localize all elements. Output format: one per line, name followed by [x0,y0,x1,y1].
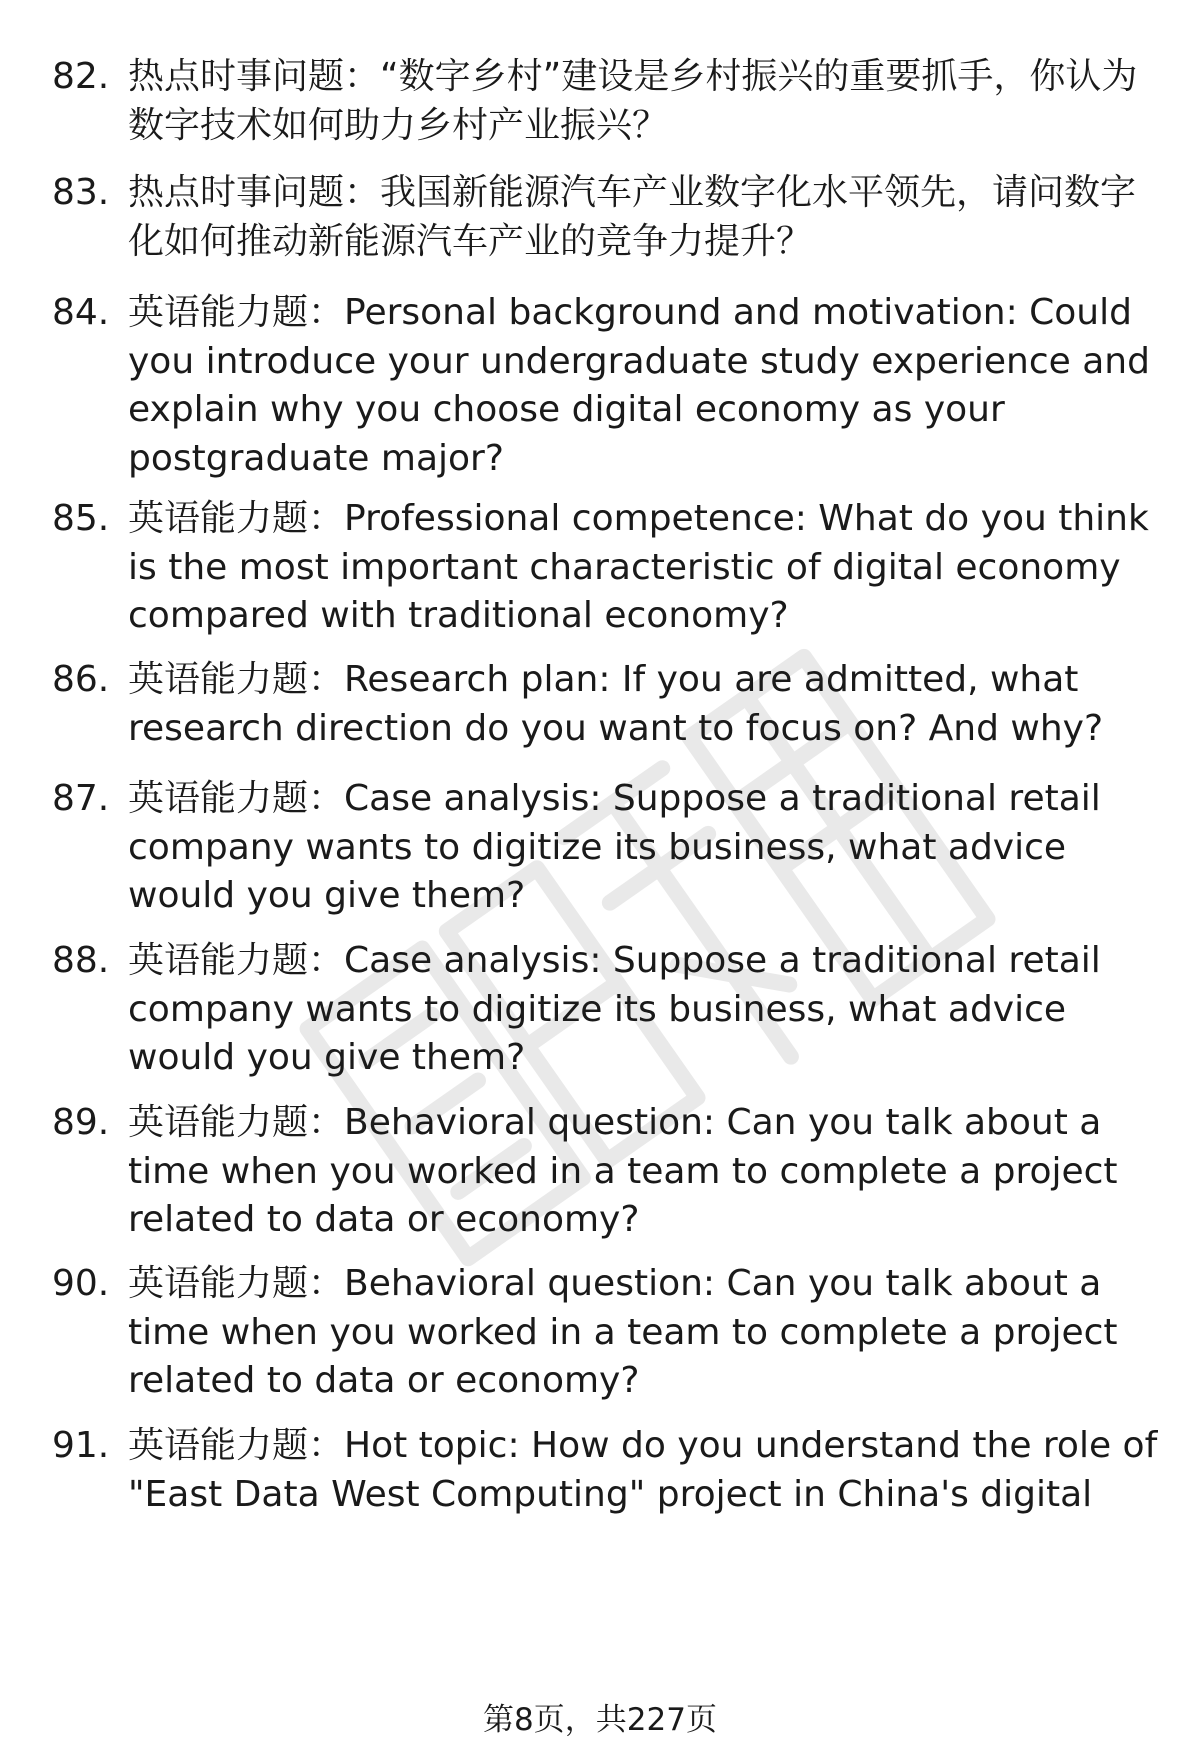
question-number: 91. [52,1425,110,1466]
question-number: 83. [52,172,110,213]
question-89 [52,1099,1172,1245]
question-number: 90. [52,1263,110,1304]
question-text: Behavioral question: Can you talk about a time when you worked in a team to complete a project related to data or economy? [128,1102,1118,1240]
question-90 [52,1260,1172,1406]
question-body [128,53,1172,150]
question-number: 84. [52,292,110,333]
question-91 [52,1422,1172,1519]
question-body [128,495,1172,641]
question-85 [52,495,1172,641]
page-footer: 第8页，共227页 [483,1702,717,1738]
question-87 [52,775,1172,921]
question-text: 我国新能源汽车产业数字化水平领先，请问数字化如何推动新能源汽车产业的竞争力提升？ [128,172,1137,262]
question-body [128,1422,1172,1519]
question-category: 热点时事问题： [128,56,381,97]
question-text: Research plan: If you are admitted, what research direction do you want to focus on? And why? [128,659,1104,749]
question-category: 英语能力题： [128,1425,345,1466]
question-number: 85. [52,498,110,539]
question-84 [52,289,1172,483]
question-body [128,775,1172,921]
question-text: Behavioral question: Can you talk about a time when you worked in a team to complete a project related to data or economy? [128,1263,1118,1401]
question-category: 英语能力题： [128,778,345,819]
question-text: Hot topic: How do you understand the role of "East Data West Computing" project in China's digital [128,1425,1158,1515]
question-category: 英语能力题： [128,1263,345,1304]
question-category: 英语能力题： [128,940,345,981]
question-body [128,169,1172,266]
question-number: 89. [52,1102,110,1143]
question-number: 87. [52,778,110,819]
question-text: Case analysis: Suppose a traditional retail company wants to digitize its business, what advice would you give them? [128,940,1101,1078]
question-86 [52,656,1172,753]
question-82 [52,53,1172,150]
question-text: “数字乡村”建设是乡村振兴的重要抓手，你认为数字技术如何助力乡村产业振兴？ [128,56,1138,146]
question-body [128,1099,1172,1245]
question-text: Case analysis: Suppose a traditional retail company wants to digitize its business, what advice would you give them? [128,778,1101,916]
question-body [128,1260,1172,1406]
question-category: 热点时事问题： [128,172,381,213]
question-text: Professional competence: What do you think is the most important characteristic of digital economy compared with traditional economy? [128,498,1149,636]
question-category: 英语能力题： [128,659,345,700]
question-number: 86. [52,659,110,700]
question-body [128,656,1172,753]
question-category: 英语能力题： [128,498,345,539]
question-88 [52,937,1172,1083]
question-body [128,289,1172,483]
question-body [128,937,1172,1083]
question-category: 英语能力题： [128,1102,345,1143]
question-number: 82. [52,56,110,97]
question-83 [52,169,1172,266]
question-text: Personal background and motivation: Could you introduce your undergraduate study experience and explain why you choose digital economy as your postgraduate major? [128,292,1150,479]
question-number: 88. [52,940,110,981]
question-category: 英语能力题： [128,292,345,333]
